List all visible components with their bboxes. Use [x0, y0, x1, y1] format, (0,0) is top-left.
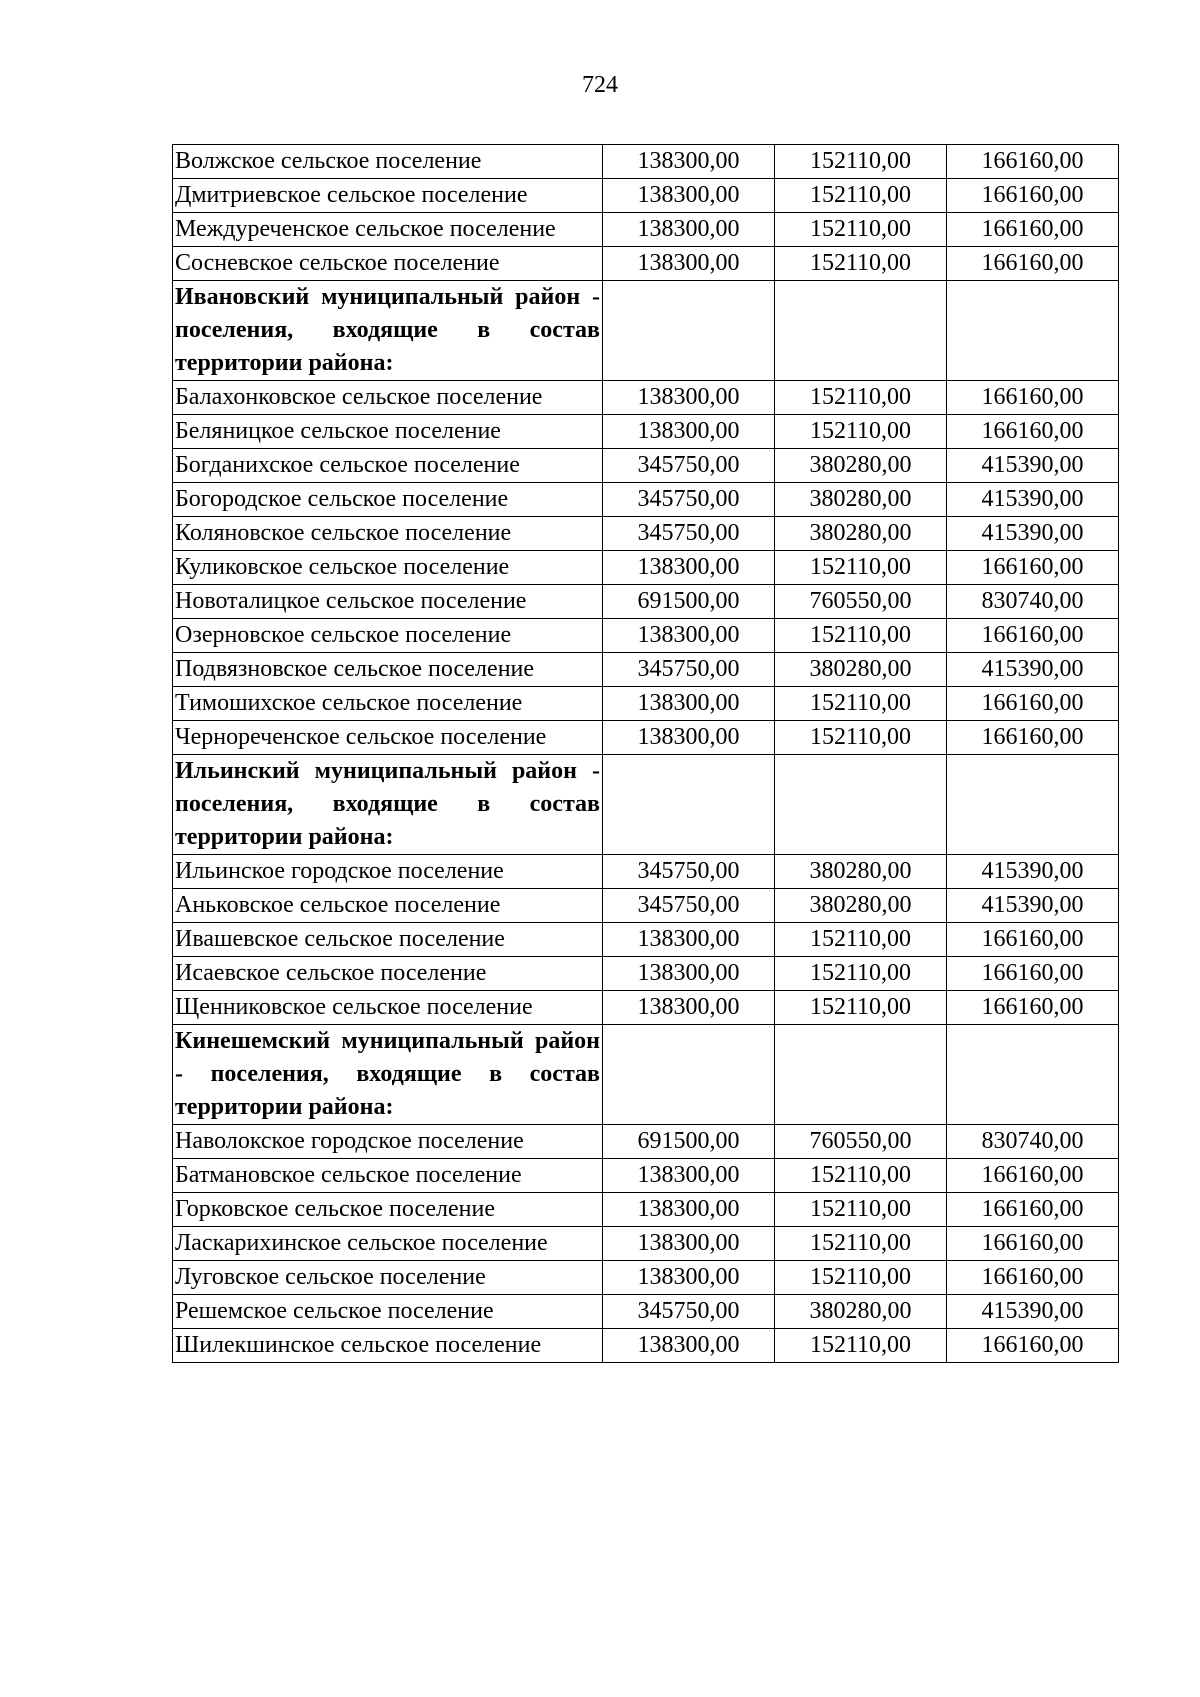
value-cell-3: 166160,00: [947, 923, 1119, 957]
table-row: [173, 855, 1119, 889]
value-cell-2: 152110,00: [775, 991, 947, 1025]
value-cell-3: 166160,00: [947, 1159, 1119, 1193]
value-cell-3: 166160,00: [947, 213, 1119, 247]
value-cell-3: 166160,00: [947, 381, 1119, 415]
table-row: [173, 381, 1119, 415]
value-cell-1: 345750,00: [603, 653, 775, 687]
table-row: [173, 213, 1119, 247]
value-cell-1: 345750,00: [603, 1295, 775, 1329]
value-cell-1: 138300,00: [603, 1193, 775, 1227]
value-cell-1: 138300,00: [603, 991, 775, 1025]
settlement-name-cell: Наволокское городское поселение: [173, 1125, 603, 1159]
value-cell-3: 166160,00: [947, 179, 1119, 213]
table-row: [173, 585, 1119, 619]
value-cell-2: 380280,00: [775, 653, 947, 687]
settlement-name-cell: Ивашевское сельское поселение: [173, 923, 603, 957]
value-cell-3: 415390,00: [947, 855, 1119, 889]
value-cell-3: 415390,00: [947, 449, 1119, 483]
table-row: [173, 483, 1119, 517]
settlement-name-cell: Горковское сельское поселение: [173, 1193, 603, 1227]
settlement-name-cell: Новоталицкое сельское поселение: [173, 585, 603, 619]
settlement-name-cell: Беляницкое сельское поселение: [173, 415, 603, 449]
value-cell-2: 152110,00: [775, 179, 947, 213]
district-header-row: [173, 755, 1119, 855]
value-cell-3: 415390,00: [947, 517, 1119, 551]
settlement-name-cell: Чернореченское сельское поселение: [173, 721, 603, 755]
value-cell-1: 691500,00: [603, 1125, 775, 1159]
value-cell-1: 138300,00: [603, 687, 775, 721]
value-cell-2: 152110,00: [775, 415, 947, 449]
value-cell-2: 152110,00: [775, 551, 947, 585]
value-cell-2: 152110,00: [775, 145, 947, 179]
value-cell-2: 152110,00: [775, 247, 947, 281]
table-row: [173, 1295, 1119, 1329]
value-cell-1: 138300,00: [603, 721, 775, 755]
value-cell-2: [775, 1025, 947, 1125]
table-row: [173, 517, 1119, 551]
value-cell-1: 345750,00: [603, 889, 775, 923]
settlement-name-cell: Щенниковское сельское поселение: [173, 991, 603, 1025]
value-cell-3: 830740,00: [947, 585, 1119, 619]
value-cell-1: 345750,00: [603, 855, 775, 889]
value-cell-1: 138300,00: [603, 551, 775, 585]
settlement-name-cell: Куликовское сельское поселение: [173, 551, 603, 585]
value-cell-1: 138300,00: [603, 213, 775, 247]
table-row: [173, 721, 1119, 755]
value-cell-1: [603, 1025, 775, 1125]
table-row: [173, 247, 1119, 281]
value-cell-2: 152110,00: [775, 1261, 947, 1295]
value-cell-3: 166160,00: [947, 551, 1119, 585]
value-cell-1: 691500,00: [603, 585, 775, 619]
table-row: [173, 687, 1119, 721]
table-row: [173, 1227, 1119, 1261]
value-cell-2: 760550,00: [775, 585, 947, 619]
settlement-name-cell: Ивановский муниципальный район - поселения, входящие в состав территории района:: [173, 281, 603, 381]
value-cell-2: 152110,00: [775, 1193, 947, 1227]
settlement-name-cell: Кинешемский муниципальный район - поселения, входящие в состав территории района:: [173, 1025, 603, 1125]
settlement-name-cell: Батмановское сельское поселение: [173, 1159, 603, 1193]
value-cell-2: 152110,00: [775, 687, 947, 721]
table-row: [173, 449, 1119, 483]
table-row: [173, 957, 1119, 991]
settlement-name-cell: Ильинское городское поселение: [173, 855, 603, 889]
value-cell-3: 166160,00: [947, 1261, 1119, 1295]
table-row: [173, 551, 1119, 585]
value-cell-2: 152110,00: [775, 1227, 947, 1261]
value-cell-3: [947, 281, 1119, 381]
value-cell-3: 415390,00: [947, 889, 1119, 923]
district-header-row: [173, 1025, 1119, 1125]
settlement-name-cell: Коляновское сельское поселение: [173, 517, 603, 551]
value-cell-3: 166160,00: [947, 619, 1119, 653]
settlement-name-cell: Междуреченское сельское поселение: [173, 213, 603, 247]
value-cell-3: 166160,00: [947, 1329, 1119, 1363]
value-cell-1: 138300,00: [603, 145, 775, 179]
value-cell-3: 415390,00: [947, 1295, 1119, 1329]
value-cell-3: 166160,00: [947, 991, 1119, 1025]
value-cell-1: 138300,00: [603, 415, 775, 449]
value-cell-2: 152110,00: [775, 1329, 947, 1363]
settlement-name-cell: Ильинский муниципальный район - поселения, входящие в состав территории района:: [173, 755, 603, 855]
value-cell-2: 380280,00: [775, 449, 947, 483]
table-row: [173, 179, 1119, 213]
settlement-name-cell: Балахонковское сельское поселение: [173, 381, 603, 415]
value-cell-2: 380280,00: [775, 889, 947, 923]
value-cell-3: 166160,00: [947, 247, 1119, 281]
settlement-name-cell: Аньковское сельское поселение: [173, 889, 603, 923]
value-cell-3: 830740,00: [947, 1125, 1119, 1159]
settlement-name-cell: Волжское сельское поселение: [173, 145, 603, 179]
value-cell-3: 166160,00: [947, 721, 1119, 755]
value-cell-1: [603, 755, 775, 855]
value-cell-1: 345750,00: [603, 449, 775, 483]
value-cell-2: [775, 281, 947, 381]
settlement-name-cell: Луговское сельское поселение: [173, 1261, 603, 1295]
value-cell-2: 380280,00: [775, 855, 947, 889]
value-cell-2: [775, 755, 947, 855]
settlement-name-cell: Тимошихское сельское поселение: [173, 687, 603, 721]
settlement-name-cell: Сосневское сельское поселение: [173, 247, 603, 281]
value-cell-1: 345750,00: [603, 483, 775, 517]
value-cell-3: 166160,00: [947, 415, 1119, 449]
value-cell-1: 138300,00: [603, 1159, 775, 1193]
value-cell-1: [603, 281, 775, 381]
settlement-name-cell: Подвязновское сельское поселение: [173, 653, 603, 687]
value-cell-1: 138300,00: [603, 1227, 775, 1261]
page-number: 724: [582, 72, 618, 98]
value-cell-2: 152110,00: [775, 619, 947, 653]
settlement-name-cell: Озерновское сельское поселение: [173, 619, 603, 653]
value-cell-3: [947, 1025, 1119, 1125]
table-row: [173, 923, 1119, 957]
value-cell-3: 166160,00: [947, 1227, 1119, 1261]
table-row: [173, 1159, 1119, 1193]
value-cell-1: 138300,00: [603, 1329, 775, 1363]
table-row: [173, 415, 1119, 449]
table-row: [173, 889, 1119, 923]
settlement-name-cell: Решемское сельское поселение: [173, 1295, 603, 1329]
table-row: [173, 653, 1119, 687]
table-row: [173, 1193, 1119, 1227]
value-cell-3: 415390,00: [947, 483, 1119, 517]
value-cell-3: [947, 755, 1119, 855]
table-row: [173, 1261, 1119, 1295]
settlement-name-cell: Шилекшинское сельское поселение: [173, 1329, 603, 1363]
settlement-name-cell: Ласкарихинское сельское поселение: [173, 1227, 603, 1261]
value-cell-2: 152110,00: [775, 721, 947, 755]
table-row: [173, 619, 1119, 653]
table-row: [173, 991, 1119, 1025]
value-cell-2: 152110,00: [775, 1159, 947, 1193]
value-cell-2: 380280,00: [775, 517, 947, 551]
value-cell-1: 138300,00: [603, 1261, 775, 1295]
value-cell-1: 138300,00: [603, 923, 775, 957]
table-row: [173, 1329, 1119, 1363]
value-cell-1: 138300,00: [603, 619, 775, 653]
value-cell-3: 415390,00: [947, 653, 1119, 687]
table-row: [173, 1125, 1119, 1159]
value-cell-2: 380280,00: [775, 483, 947, 517]
district-header-row: [173, 281, 1119, 381]
value-cell-2: 152110,00: [775, 381, 947, 415]
value-cell-1: 138300,00: [603, 247, 775, 281]
value-cell-3: 166160,00: [947, 687, 1119, 721]
value-cell-2: 152110,00: [775, 213, 947, 247]
value-cell-2: 152110,00: [775, 923, 947, 957]
value-cell-3: 166160,00: [947, 1193, 1119, 1227]
value-cell-3: 166160,00: [947, 145, 1119, 179]
value-cell-1: 345750,00: [603, 517, 775, 551]
value-cell-1: 138300,00: [603, 179, 775, 213]
settlement-name-cell: Богородское сельское поселение: [173, 483, 603, 517]
value-cell-2: 380280,00: [775, 1295, 947, 1329]
allocation-table: [172, 144, 1119, 1363]
value-cell-2: 152110,00: [775, 957, 947, 991]
value-cell-2: 760550,00: [775, 1125, 947, 1159]
table-body: [173, 145, 1119, 1363]
settlement-name-cell: Дмитриевское сельское поселение: [173, 179, 603, 213]
value-cell-1: 138300,00: [603, 381, 775, 415]
table-row: [173, 145, 1119, 179]
value-cell-1: 138300,00: [603, 957, 775, 991]
settlement-name-cell: Исаевское сельское поселение: [173, 957, 603, 991]
settlement-name-cell: Богданихское сельское поселение: [173, 449, 603, 483]
value-cell-3: 166160,00: [947, 957, 1119, 991]
